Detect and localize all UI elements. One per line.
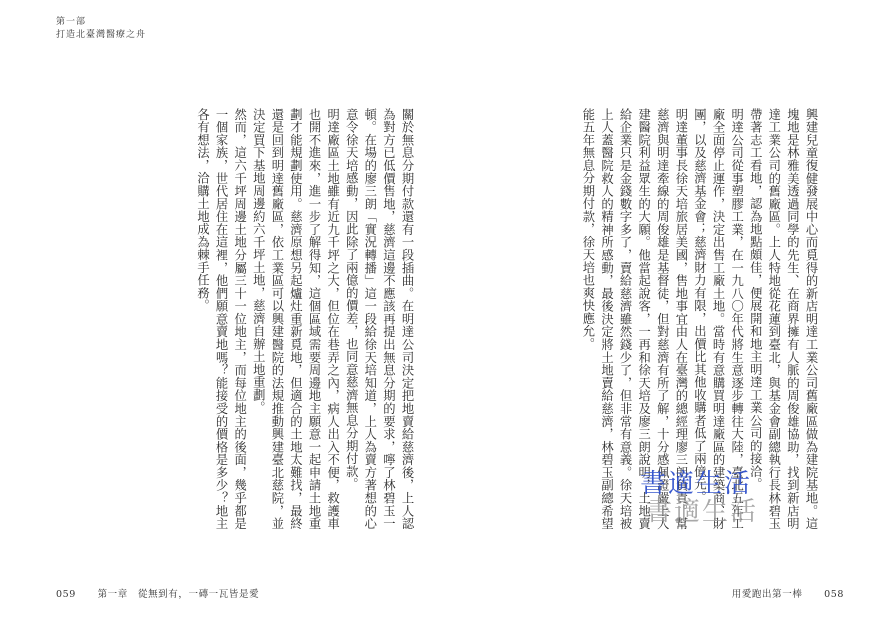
paragraph: 明達廠區土地雖有近九千坪之大，但位在巷弄之內，病人出入不便，救護車也開不進來，進一步了解得知，這個區域需要周邊地主願意一起申請土地重劃才能規劃使用。慈濟原想另起爐灶重新覓地，但適合的土地太難找，最終還是回到明達舊廠區，依工業區可以興建醫院的法規推動興建臺北慈院，並決定買下基地周邊約六千坪土地，慈濟自辦土地重劃。 [251,108,340,530]
left-page [96,108,416,530]
paragraph: 明達董事長徐天培旅居美國，售地事宜由人在臺灣的總經理廖三朗負責。幫慈濟與明達牽線的周俊雄是基督徒，但對慈濟有所了解，十分感佩證嚴上人建醫院利益眾生的大願。他當起說客，一再和徐天培及廖三朗說明，土地賣給企業只是金錢數字多了，賣給慈濟雖然錢少了，但非常有意義。徐天培被上人蓋醫院救人的精神所感動，最後決定將土地賣給慈濟，林碧玉副總希望能五年無息分期付款，徐天培也爽快應允。 [580,108,688,530]
running-header [56,16,146,42]
paragraph: 明達公司從事塑膠工業，在一九八〇年代將生意逐步轉往大陸，臺北五年工廠全面停止運作，決定出售工廠土地。當時有意購買明達廠區的建築商、財團，以及慈濟基金會；慈濟財力有限，出價比其他收購者低了兩億元。 [692,108,744,530]
watermark-text-blue: 書適生活 [640,469,753,499]
paragraph: 然而，這六千坪周邊土地分屬三十一位地主，而每位地主的後面，幾乎都是一個家族，世代居住在這裡，他們願意賣地嗎？能接受的價格是多少？地主各有想法，洽購土地成為棘手任務。 [195,108,247,530]
page-number-left: 059 [56,589,76,600]
section-title: 用愛跑出第一棒 [731,589,803,600]
watermark-text-gray: 書適生活 [646,497,759,527]
chapter-title: 第一章 從無到有，一磚一瓦皆是愛 [97,589,260,600]
watermark [640,470,790,540]
footer-left [56,586,259,600]
page-number-right: 058 [824,589,844,600]
paragraph: 關於無息分期付款還有一段插曲。在明達公司決定把地賣給慈濟後，上人認為對方已低價售地，慈濟這邊不應該再提出無息分期的要求，嚀了林碧玉一頓。在場的廖三朗「實況轉播」這一段給徐天培知道，上人為賣方著想的心意令徐天培感動，因此除了兩億的價差，也同意慈濟無息分期付款。 [344,108,414,530]
right-page [508,108,820,530]
left-page-body [96,108,416,530]
part-label: 第一部 [56,17,87,27]
paragraph: 興建兒童復健發展中心而覓得的新店明達工業公司舊廠區做為建院基地。這塊地是林雅美透過同學的先生、在商界擁有人脈的周俊雄協助，找到新店明達工業公司的舊廠區。上人特地從花蓮到臺北，與基金會副總執行長林碧玉帶著志工看地，認為地點頗佳，便展開和地主明達工業公司的接洽。 [748,108,818,530]
part-subtitle: 打造北臺灣醫療之舟 [56,30,147,40]
right-page-body [508,108,820,530]
footer-right [732,586,844,600]
